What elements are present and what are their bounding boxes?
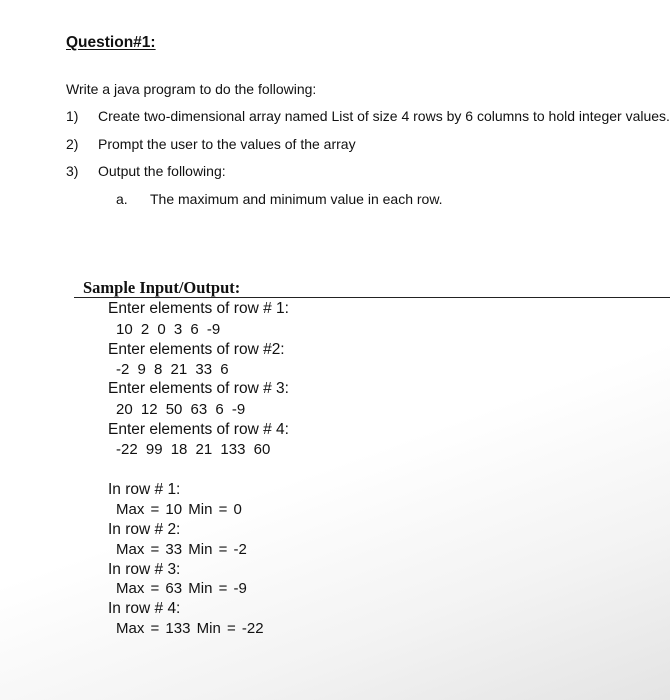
output-row-label: In row # 2: (108, 521, 181, 538)
input-prompt: Enter elements of row #2: (108, 341, 285, 358)
output-row-label: In row # 4: (108, 600, 181, 617)
output-row-result: Max = 33 Min = -2 (116, 541, 247, 558)
input-prompt: Enter elements of row # 1: (108, 300, 289, 317)
list-item-text: Create two-dimensional array named List of size 4 rows by 6 columns to hold integer values. (98, 108, 670, 124)
output-row-result: Max = 10 Min = 0 (116, 501, 242, 518)
output-row-label: In row # 3: (108, 561, 181, 578)
input-values: 10 2 0 3 6 -9 (116, 321, 221, 338)
input-prompt: Enter elements of row # 3: (108, 380, 289, 397)
sample-divider (74, 297, 670, 298)
list-item-number: 2) (66, 136, 79, 152)
input-values: -22 99 18 21 133 60 (116, 441, 271, 458)
subitem-letter: a. (116, 191, 128, 207)
list-item-text: Prompt the user to the values of the array (98, 136, 356, 152)
question-title: Question#1: (66, 34, 156, 51)
list-item-number: 1) (66, 108, 79, 124)
sample-heading: Sample Input/Output: (83, 278, 241, 297)
output-row-result: Max = 63 Min = -9 (116, 580, 247, 597)
input-values: 20 12 50 63 6 -9 (116, 401, 246, 418)
question-intro: Write a java program to do the following: (66, 81, 317, 97)
input-values: -2 9 8 21 33 6 (116, 361, 229, 378)
output-row-result: Max = 133 Min = -22 (116, 620, 264, 637)
input-prompt: Enter elements of row # 4: (108, 421, 289, 438)
list-item-number: 3) (66, 163, 79, 179)
output-row-label: In row # 1: (108, 481, 181, 498)
subitem-text: The maximum and minimum value in each row. (150, 191, 443, 207)
list-item-text: Output the following: (98, 163, 226, 179)
